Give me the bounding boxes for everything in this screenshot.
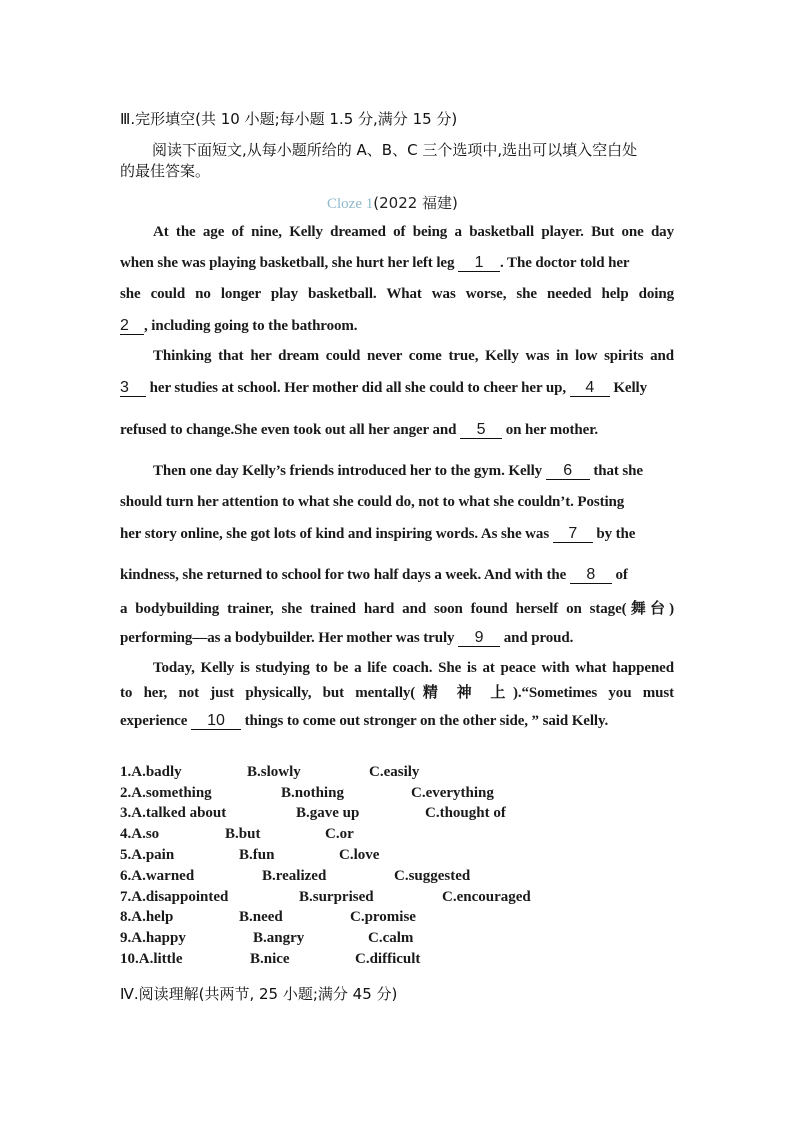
option-number: 1. [120, 764, 132, 780]
option-number: 8. [120, 909, 132, 925]
option-row [120, 826, 159, 843]
passage-text: kindness, she returned to school for two half days a week. And with the [120, 567, 570, 583]
option-a[interactable]: A.something [131, 785, 212, 801]
option-b[interactable]: B.slowly [247, 764, 301, 780]
passage-line [120, 255, 629, 272]
option-b[interactable]: B.surprised [299, 889, 374, 905]
option-number: 5. [120, 847, 132, 863]
option-row [120, 889, 228, 906]
option-a[interactable]: A.so [131, 826, 160, 842]
option-a[interactable]: A.help [131, 909, 174, 925]
option-c[interactable]: C.promise [350, 909, 416, 925]
passage-line [120, 630, 573, 647]
passage-line: should turn her attention to what she could do, not to what she couldn’t. Posting [120, 494, 625, 510]
option-c[interactable]: C.everything [411, 785, 494, 801]
blank-4[interactable]: 4 [570, 380, 610, 397]
instruction-line-1: 阅读下面短文,从每小题所给的 A、B、C 三个选项中,选出可以填入空白处 [152, 141, 638, 159]
blank-2[interactable]: 2 [120, 318, 144, 335]
option-row [120, 847, 174, 864]
option-number: 9. [120, 930, 132, 946]
option-number: 6. [120, 868, 132, 884]
passage-text: performing—as a bodybuilder. Her mother was truly [120, 630, 459, 646]
passage-text: refused to change.She even took out all her anger and [120, 422, 461, 438]
option-row [120, 764, 182, 781]
option-row [120, 951, 182, 968]
option-a[interactable]: A.badly [131, 764, 182, 780]
option-a[interactable]: A.happy [131, 930, 186, 946]
passage-text: , including going to the bathroom. [144, 318, 358, 334]
option-a[interactable]: A.disappointed [131, 889, 229, 905]
passage-text: things to come out stronger on the other side, ” said Kelly. [240, 713, 609, 729]
blank-10[interactable]: 10 [191, 713, 241, 730]
option-number: 10. [120, 951, 139, 967]
passage-line [120, 713, 608, 730]
option-c[interactable]: C.easily [369, 764, 420, 780]
passage-line [120, 422, 598, 439]
option-row [120, 930, 186, 947]
cloze-source: (2022 福建) [373, 194, 458, 212]
passage-line: Today, Kelly is studying to be a life coach. She is at peace with what happened [153, 660, 674, 676]
option-row [120, 785, 212, 802]
cloze-label: Cloze 1 [327, 196, 374, 212]
blank-5[interactable]: 5 [460, 422, 502, 439]
option-number: 3. [120, 805, 132, 821]
blank-8[interactable]: 8 [570, 567, 612, 584]
passage-text: by the [592, 526, 636, 542]
passage-line: to her, not just physically, but mentally(精 神 上).“Sometimes you must [120, 685, 674, 701]
option-c[interactable]: C.suggested [394, 868, 471, 884]
option-b[interactable]: B.fun [239, 847, 275, 863]
blank-6[interactable]: 6 [546, 463, 590, 480]
instruction-line-2: 的最佳答案。 [120, 162, 211, 180]
blank-9[interactable]: 9 [458, 630, 500, 647]
passage-line [120, 318, 357, 335]
section-3-title: Ⅲ.完形填空(共 10 小题;每小题 1.5 分,满分 15 分) [120, 110, 458, 128]
passage-text: of [611, 567, 628, 583]
passage-text: her studies at school. Her mother did all she could to cheer her up, [146, 380, 570, 396]
option-a[interactable]: A.pain [131, 847, 175, 863]
option-number: 4. [120, 826, 132, 842]
passage-line: Thinking that her dream could never come true, Kelly was in low spirits and [153, 348, 674, 364]
section-4-title: Ⅳ.阅读理解(共两节, 25 小题;满分 45 分) [120, 985, 398, 1003]
passage-text: her story online, she got lots of kind and inspiring words. As she was [120, 526, 553, 542]
passage-text: Then one day Kelly’s friends introduced her to the gym. Kelly [153, 463, 546, 479]
option-a[interactable]: A.talked about [131, 805, 227, 821]
option-row [120, 805, 226, 822]
blank-1[interactable]: 1 [458, 255, 500, 272]
passage-line [153, 463, 643, 480]
passage-line: At the age of nine, Kelly dreamed of being a basketball player. But one day [153, 224, 674, 240]
passage-line: she could no longer play basketball. What was worse, she needed help doing [120, 286, 674, 302]
passage-text: on her mother. [502, 422, 599, 438]
option-b[interactable]: B.but [225, 826, 261, 842]
passage-text: experience [120, 713, 191, 729]
option-c[interactable]: C.difficult [355, 951, 421, 967]
passage-text: when she was playing basketball, she hurt her left leg [120, 255, 459, 271]
option-b[interactable]: B.nice [250, 951, 290, 967]
passage-line: a bodybuilding trainer, she trained hard and soon found herself on stage(舞台) [120, 601, 674, 617]
option-number: 2. [120, 785, 132, 801]
option-c[interactable]: C.thought of [425, 805, 506, 821]
passage-line [120, 567, 628, 584]
option-c[interactable]: C.encouraged [442, 889, 531, 905]
passage-text: Kelly [609, 380, 648, 396]
passage-text: that she [589, 463, 643, 479]
option-number: 7. [120, 889, 132, 905]
passage-line [120, 526, 635, 543]
blank-7[interactable]: 7 [553, 526, 593, 543]
option-b[interactable]: B.gave up [296, 805, 360, 821]
option-b[interactable]: B.realized [262, 868, 327, 884]
blank-3[interactable]: 3 [120, 380, 146, 397]
passage-line [120, 380, 647, 397]
option-a[interactable]: A.little [138, 951, 183, 967]
option-c[interactable]: C.calm [368, 930, 414, 946]
option-c[interactable]: C.love [339, 847, 380, 863]
option-a[interactable]: A.warned [131, 868, 195, 884]
cloze-title [327, 192, 458, 213]
option-b[interactable]: B.angry [253, 930, 305, 946]
option-row [120, 868, 194, 885]
option-c[interactable]: C.or [325, 826, 354, 842]
option-row [120, 909, 173, 926]
passage-text: and proud. [500, 630, 574, 646]
passage-text: . The doctor told her [500, 255, 630, 271]
option-b[interactable]: B.need [239, 909, 283, 925]
option-b[interactable]: B.nothing [281, 785, 344, 801]
